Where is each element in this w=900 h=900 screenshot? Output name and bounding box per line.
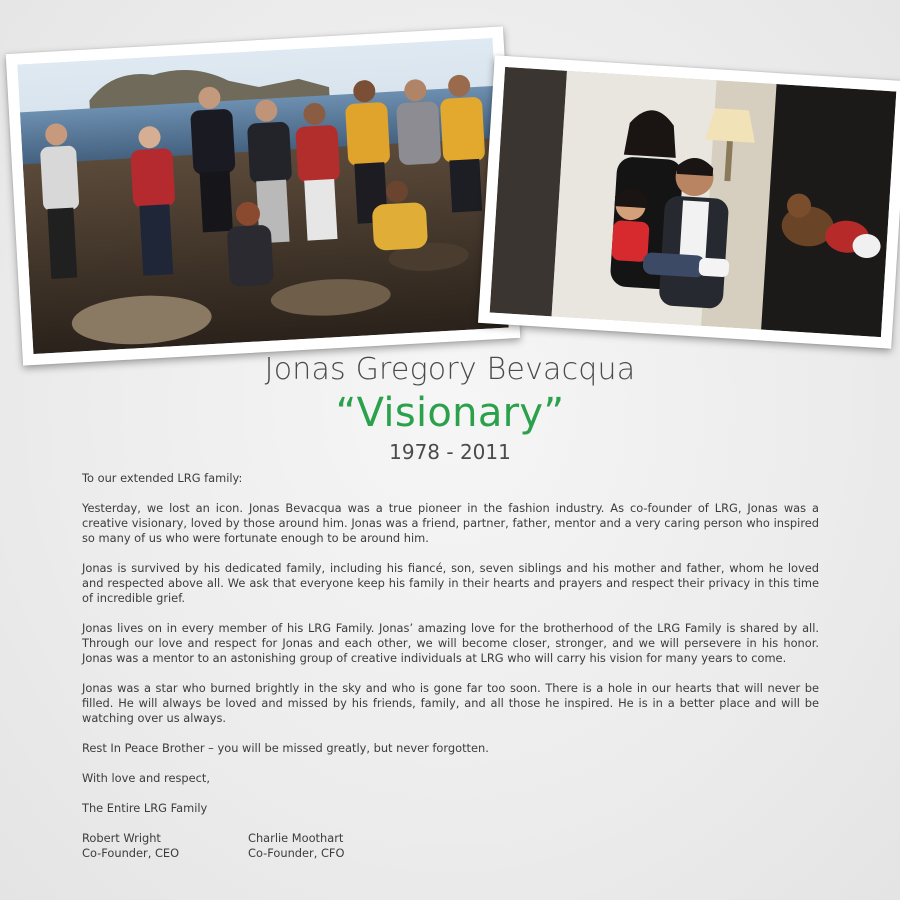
letter-closing: With love and respect, xyxy=(82,771,210,785)
memorial-tagline: “Visionary” xyxy=(335,390,565,436)
letter-from: The Entire LRG Family xyxy=(82,801,208,815)
letter-paragraph: Rest In Peace Brother – you will be missed greatly, but never forgotten. xyxy=(82,741,489,755)
group-photo xyxy=(6,26,521,365)
signatory-title: Co-Founder, CEO xyxy=(82,846,180,860)
memorial-letter xyxy=(82,471,819,861)
letter-paragraph: Jonas lives on in every member of his LRG Family. Jonas’ amazing love for the brotherhood of the LRG Family is shared by all. Through our love and respect for Jonas and each other, we will become closer, stronger, and we will persevere in his honor. Jonas was a mentor to an astonishing group of creative individuals at LRG who will carry his vision for many years to come. xyxy=(82,621,819,665)
signatory xyxy=(82,831,248,861)
signatory-name: Robert Wright xyxy=(82,831,161,845)
family-photo xyxy=(478,55,900,348)
signatory xyxy=(248,831,414,861)
signatures xyxy=(82,831,819,861)
signatory-name: Charlie Moothart xyxy=(248,831,344,845)
letter-greeting: To our extended LRG family: xyxy=(82,471,243,485)
memorial-years: 1978 - 2011 xyxy=(389,440,511,464)
signatory-title: Co-Founder, CFO xyxy=(248,846,345,860)
letter-paragraph: Jonas is survived by his dedicated family, including his fiancé, son, seven siblings and his mother and father, whom he loved and respected above all. We ask that everyone keep his family in their hearts and prayers and respect their privacy in this time of incredible grief. xyxy=(82,561,819,605)
memorial-header xyxy=(0,350,900,466)
memorial-name: Jonas Gregory Bevacqua xyxy=(264,352,636,387)
group-photo-image xyxy=(17,38,508,354)
letter-paragraph: Jonas was a star who burned brightly in the sky and who is gone far too soon. There is a hole in our hearts that will never be filled. He will always be loved and missed by his friends, family, and all those he inspired. He is in a better place and will be watching over us always. xyxy=(82,681,819,725)
family-photo-image xyxy=(490,67,897,337)
letter-paragraph: Yesterday, we lost an icon. Jonas Bevacqua was a true pioneer in the fashion industry. As co-founder of LRG, Jonas was a creative visionary, loved by those around him. Jonas was a friend, partner, father, mentor and a very caring person who inspired so many of us who were fortunate enough to be around him. xyxy=(82,501,819,545)
